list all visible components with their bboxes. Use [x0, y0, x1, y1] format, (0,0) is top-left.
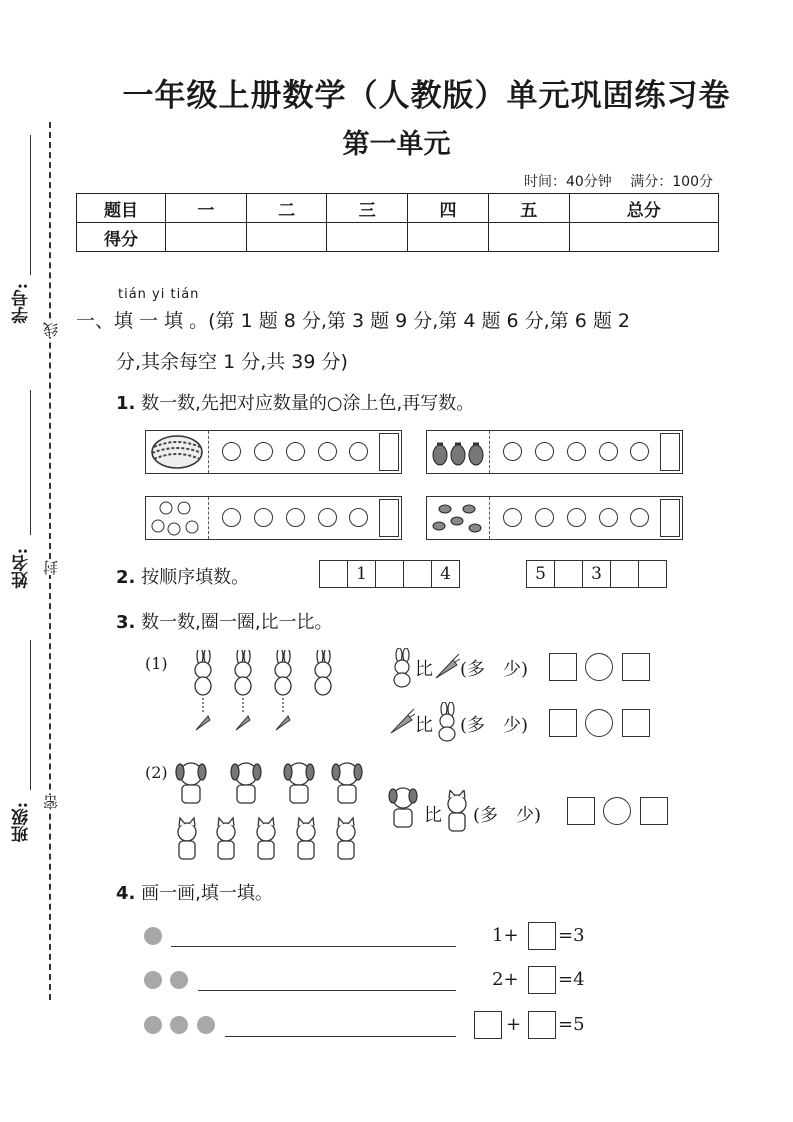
draw-line[interactable] [198, 990, 456, 991]
equation-left: 2+ [492, 969, 519, 990]
count-circle[interactable] [630, 508, 649, 527]
seq-cell: 5 [527, 561, 555, 587]
answer-box[interactable] [640, 797, 668, 825]
seq-cell[interactable] [639, 561, 666, 587]
unit-subtitle: 第一单元 [342, 129, 451, 160]
count-circle[interactable] [503, 508, 522, 527]
count-circle[interactable] [254, 442, 273, 461]
answer-box[interactable] [660, 433, 680, 471]
count-circle[interactable] [318, 508, 337, 527]
dogs-cats-picture [175, 760, 370, 865]
score-input-cell[interactable] [166, 223, 247, 252]
count-circle[interactable] [318, 442, 337, 461]
compare-circle[interactable] [603, 797, 631, 825]
cat-icon [178, 818, 355, 859]
seq-cell: 3 [583, 561, 611, 587]
question-4 [116, 879, 273, 905]
part-2-label: (2) [145, 763, 168, 782]
seq-cell[interactable] [376, 561, 404, 587]
rabbit-icon [433, 702, 461, 742]
section-heading-cont: 分,其余每空 1 分,共 39 分) [116, 351, 348, 373]
score-cell: 总分 [569, 194, 718, 223]
seq-cell[interactable] [611, 561, 639, 587]
equation-plus: + [506, 1014, 522, 1035]
answer-box[interactable] [622, 709, 650, 737]
compare-options: (多 少) [460, 659, 529, 680]
question-text: 按顺序填数。 [141, 567, 250, 588]
gray-dot [197, 1016, 215, 1034]
count-circle[interactable] [503, 442, 522, 461]
score-cell: 一 [166, 194, 247, 223]
section-heading: 一、填 一 填 。(第 1 题 8 分,第 3 题 9 分,第 4 题 6 分,第 6 题 2 [76, 310, 630, 332]
carrot-icon [433, 652, 461, 680]
chick-icon [146, 497, 209, 539]
question-number: 1. [116, 393, 136, 414]
score-cell: 四 [408, 194, 489, 223]
time-limit: 时间：40分钟 [523, 174, 612, 190]
draw-line[interactable] [225, 1036, 456, 1037]
dog-icon [387, 785, 419, 831]
sequence-boxes-1 [319, 560, 460, 588]
carrot-icon [196, 716, 290, 730]
rabbits-carrots-picture [180, 650, 350, 738]
carrot-icon [388, 707, 416, 735]
gray-dot [170, 1016, 188, 1034]
count-circle[interactable] [567, 508, 586, 527]
count-panel-chick [145, 496, 402, 540]
compare-options: (多 少) [460, 715, 529, 736]
count-panel-candy [426, 496, 683, 540]
watermelon-icon [146, 431, 209, 473]
count-circle[interactable] [630, 442, 649, 461]
question-3 [116, 608, 333, 634]
name-line[interactable] [30, 390, 31, 535]
score-cell: 三 [327, 194, 408, 223]
count-circle[interactable] [222, 508, 241, 527]
part-1-label: (1) [145, 654, 168, 673]
compare-circle[interactable] [585, 653, 613, 681]
answer-box[interactable] [549, 709, 577, 737]
score-input-cell[interactable] [408, 223, 489, 252]
question-text: 数一数,圈一圈,比一比。 [141, 612, 333, 633]
score-cell: 得分 [77, 223, 166, 252]
compare-bi: 比 [415, 715, 433, 736]
score-cell: 五 [488, 194, 569, 223]
page-title: 一年级上册数学（人教版）单元巩固练习卷 [122, 78, 731, 114]
answer-box[interactable] [549, 653, 577, 681]
score-table-header-row [77, 194, 719, 223]
count-circle[interactable] [349, 508, 368, 527]
compare-options: (多 少) [473, 805, 542, 826]
count-circle[interactable] [222, 442, 241, 461]
count-circle[interactable] [254, 508, 273, 527]
question-number: 3. [116, 612, 136, 633]
compare-bi: 比 [424, 805, 442, 826]
answer-box[interactable] [528, 922, 556, 950]
count-panel-watermelon [145, 430, 402, 474]
count-circle[interactable] [599, 442, 618, 461]
count-circle[interactable] [599, 508, 618, 527]
equation-right: =5 [558, 1014, 585, 1035]
sequence-boxes-2 [526, 560, 667, 588]
count-circle[interactable] [535, 442, 554, 461]
section-pinyin: tián yi tián [118, 287, 200, 302]
answer-box[interactable] [379, 499, 399, 537]
answer-box[interactable] [528, 966, 556, 994]
gray-dot [170, 971, 188, 989]
dog-icon [176, 763, 362, 803]
compare-bi: 比 [415, 659, 433, 680]
score-table [76, 193, 719, 252]
seq-cell[interactable] [404, 561, 432, 587]
class-label: 班级: [12, 802, 32, 843]
draw-line[interactable] [171, 946, 456, 947]
question-1 [116, 389, 474, 415]
seq-cell[interactable] [320, 561, 348, 587]
seq-cell: 4 [440, 564, 451, 584]
equation-right: =3 [558, 925, 585, 946]
count-circle[interactable] [567, 442, 586, 461]
answer-box[interactable] [660, 499, 680, 537]
question-2 [116, 563, 249, 589]
compare-circle[interactable] [585, 709, 613, 737]
seal-mi-char: 密 [42, 795, 60, 810]
count-circle[interactable] [535, 508, 554, 527]
score-cell: 二 [246, 194, 327, 223]
rabbit-icon [195, 650, 331, 695]
seq-cell[interactable] [555, 561, 583, 587]
seal-line-char: 线 [42, 322, 60, 337]
answer-box[interactable] [528, 1011, 556, 1039]
name-label: 姓名: [12, 548, 32, 589]
candy-icon [427, 497, 490, 539]
full-score: 满分：100分 [630, 174, 713, 190]
gray-dot [144, 1016, 162, 1034]
question-number: 4. [116, 883, 136, 904]
answer-box[interactable] [379, 433, 399, 471]
seq-cell: 1 [348, 561, 376, 587]
score-input-cell[interactable] [569, 223, 718, 252]
gray-dot [144, 927, 162, 945]
gray-dot [144, 971, 162, 989]
cat-icon [443, 790, 471, 834]
answer-box[interactable] [567, 797, 595, 825]
student-id-label: 学号: [12, 283, 32, 324]
equation-left: 1+ [492, 925, 519, 946]
count-panel-eggplant [426, 430, 683, 474]
question-text: 画一画,填一填。 [141, 883, 273, 904]
exam-meta [510, 171, 713, 191]
score-cell: 题目 [77, 194, 166, 223]
score-input-cell[interactable] [488, 223, 569, 252]
count-circle[interactable] [286, 508, 305, 527]
score-input-cell[interactable] [246, 223, 327, 252]
answer-box[interactable] [622, 653, 650, 681]
question-number: 2. [116, 567, 136, 588]
equation-right: =4 [558, 969, 585, 990]
rabbit-icon [388, 648, 416, 688]
count-circle[interactable] [286, 442, 305, 461]
class-line[interactable] [30, 640, 31, 790]
answer-box[interactable] [474, 1011, 502, 1039]
seal-feng-char: 封 [42, 560, 60, 575]
score-table-score-row [77, 223, 719, 252]
eggplant-icon [427, 431, 490, 473]
count-circle[interactable] [349, 442, 368, 461]
question-text: 数一数,先把对应数量的○涂上色,再写数。 [141, 393, 475, 414]
student-id-line [30, 135, 31, 275]
score-input-cell[interactable] [327, 223, 408, 252]
